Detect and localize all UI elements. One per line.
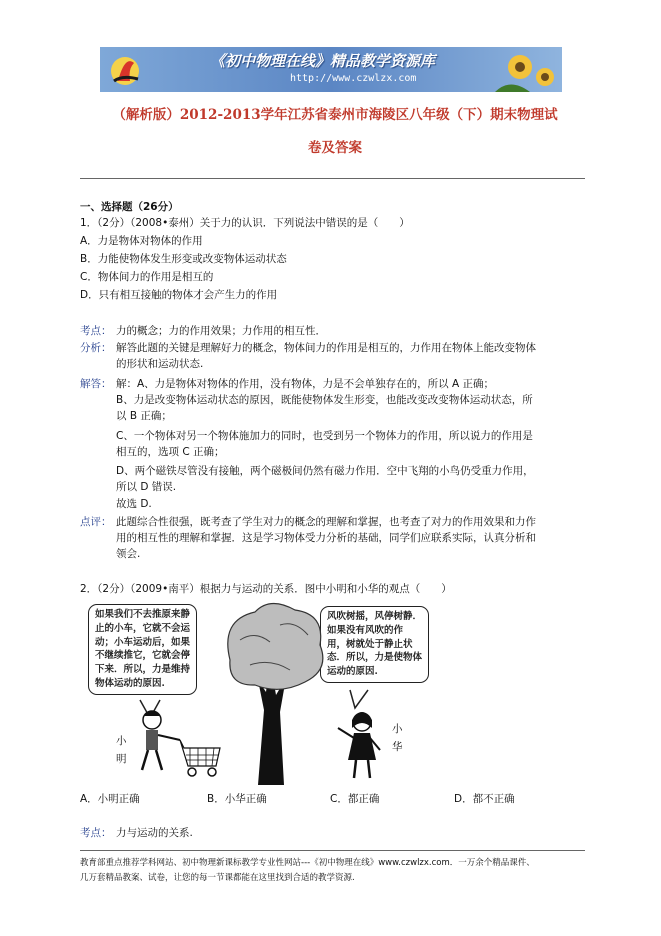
divider [80, 178, 585, 179]
q1-fenxi-label: 分析： [80, 342, 112, 354]
q2-figure [80, 600, 500, 785]
name-char: 明 [116, 753, 127, 765]
name-label-xiaoming [116, 732, 127, 768]
q2-kaodian-label: 考点： [80, 827, 112, 839]
q1-jieda-line: B、力是改变物体运动状态的原因，既能使物体发生形变，也能改变改变物体运动状态，所 [116, 394, 533, 406]
q2-option-b: B．小华正确 [207, 793, 267, 805]
name-label-xiaohua [392, 720, 403, 756]
footer-line1: 教育部重点推荐学科网站、初中物理新课标教学专业性网站---《初中物理在线》www.czwlzx.com．一万余个精品课件、 [80, 858, 535, 868]
q1-option-c: C．物体间力的作用是相互的 [80, 271, 214, 283]
q2-option-c: C．都正确 [330, 793, 380, 805]
q1-fenxi-line: 的形状和运动状态. [116, 358, 204, 370]
q1-option-b: B．力能使物体发生形变或改变物体运动状态 [80, 253, 287, 265]
footer-line2: 几万套精品教案、试卷，让您的每一节课都能在这里找到合适的教学资源. [80, 873, 355, 883]
q2-option-d: D．都不正确 [454, 793, 515, 805]
tree-illustration [228, 603, 323, 785]
q1-jieda-line: 相互的，选项 C 正确； [116, 446, 225, 458]
q1-option-a: A．力是物体对物体的作用 [80, 235, 203, 247]
cartoon-illustration [80, 600, 500, 785]
footer-divider [80, 850, 585, 851]
q1-jieda-line: 所以 D 错误. [116, 481, 177, 493]
banner-title: 《初中物理在线》精品教学资源库 [210, 52, 436, 70]
bubble-line: 如果我们不去推原来静 [95, 609, 191, 620]
bubble-line: 止的小车，它就不会运 [95, 622, 191, 634]
bubble-line: 态．所以，力是使物体 [327, 652, 423, 664]
name-char: 小 [116, 735, 127, 747]
q1-jieda-label: 解答： [80, 378, 112, 390]
document-title-line1: （解析版）2012-2013学年江苏省泰州市海陵区八年级（下）期末物理试 [112, 107, 558, 123]
q1-kaodian: 力的概念；力的作用效果；力作用的相互性． [116, 325, 326, 337]
bubble-line: 运动的原因. [327, 666, 378, 678]
bubble-line: 不继续推它，它就会停 [95, 650, 191, 662]
q1-jieda-line: D、两个磁铁尽管没有接触，两个磁极间仍然有磁力作用．空中飞翔的小鸟仍受重力作用， [116, 465, 534, 477]
q2-option-a: A．小明正确 [80, 793, 140, 805]
bubble-line: 下来．所以，力是维持 [95, 664, 191, 676]
bubble-line: 风吹树摇，风停树静． [327, 611, 423, 622]
q1-jieda-line: 解：A、力是物体对物体的作用，没有物体，力是不会单独存在的，所以 A 正确； [116, 378, 495, 390]
q1-stem: 1．（2分）（2008•泰州）关于力的认识．下列说法中错误的是（ ） [80, 217, 410, 229]
q1-option-d: D．只有相互接触的物体才会产生力的作用 [80, 289, 278, 301]
q1-dianping-line: 此题综合性很强，既考查了学生对力的概念的理解和掌握，也考查了对力的作用效果和力作 [116, 516, 536, 528]
q1-dianping-label: 点评： [80, 516, 112, 528]
document-title-line2: 卷及答案 [308, 140, 362, 156]
name-char: 小 [392, 723, 403, 735]
q1-dianping-line: 用的相互性的理解和掌握．这是学习物体受力分析的基础，同学们应联系实际，认真分析和 [116, 532, 536, 544]
girl-xiaohua-illustration [338, 712, 380, 778]
q1-kaodian-label: 考点： [80, 325, 112, 337]
q1-fenxi-line: 解答此题的关键是理解好力的概念，物体间力的作用是相互的，力作用在物体上能改变物体 [116, 342, 536, 354]
q1-jieda-line: C、一个物体对另一个物体施加力的同时，也受到另一个物体力的作用，所以说力的作用是 [116, 430, 533, 442]
q1-jieda-line: 故选 D. [116, 498, 152, 510]
q2-kaodian: 力与运动的关系. [116, 827, 193, 839]
q2-stem: 2．（2分）（2009•南平）根据力与运动的关系．图中小明和小华的观点（ ） [80, 583, 452, 595]
section-heading: 一、选择题（26分） [80, 201, 179, 213]
bubble-line: 物体运动的原因. [95, 677, 165, 689]
bubble-line: 动；小车运动后，如果 [95, 636, 191, 648]
boy-xiaoming-illustration [142, 711, 220, 776]
q1-dianping-line: 领会. [116, 548, 141, 560]
bubble-line: 用，树就处于静止状 [327, 638, 413, 650]
q1-jieda-line: 以 B 正确； [116, 410, 172, 422]
banner-url[interactable]: http://www.czwlzx.com [290, 73, 417, 84]
name-char: 华 [392, 741, 403, 753]
header-banner [100, 47, 562, 92]
bubble-line: 如果没有风吹的作 [327, 624, 404, 636]
